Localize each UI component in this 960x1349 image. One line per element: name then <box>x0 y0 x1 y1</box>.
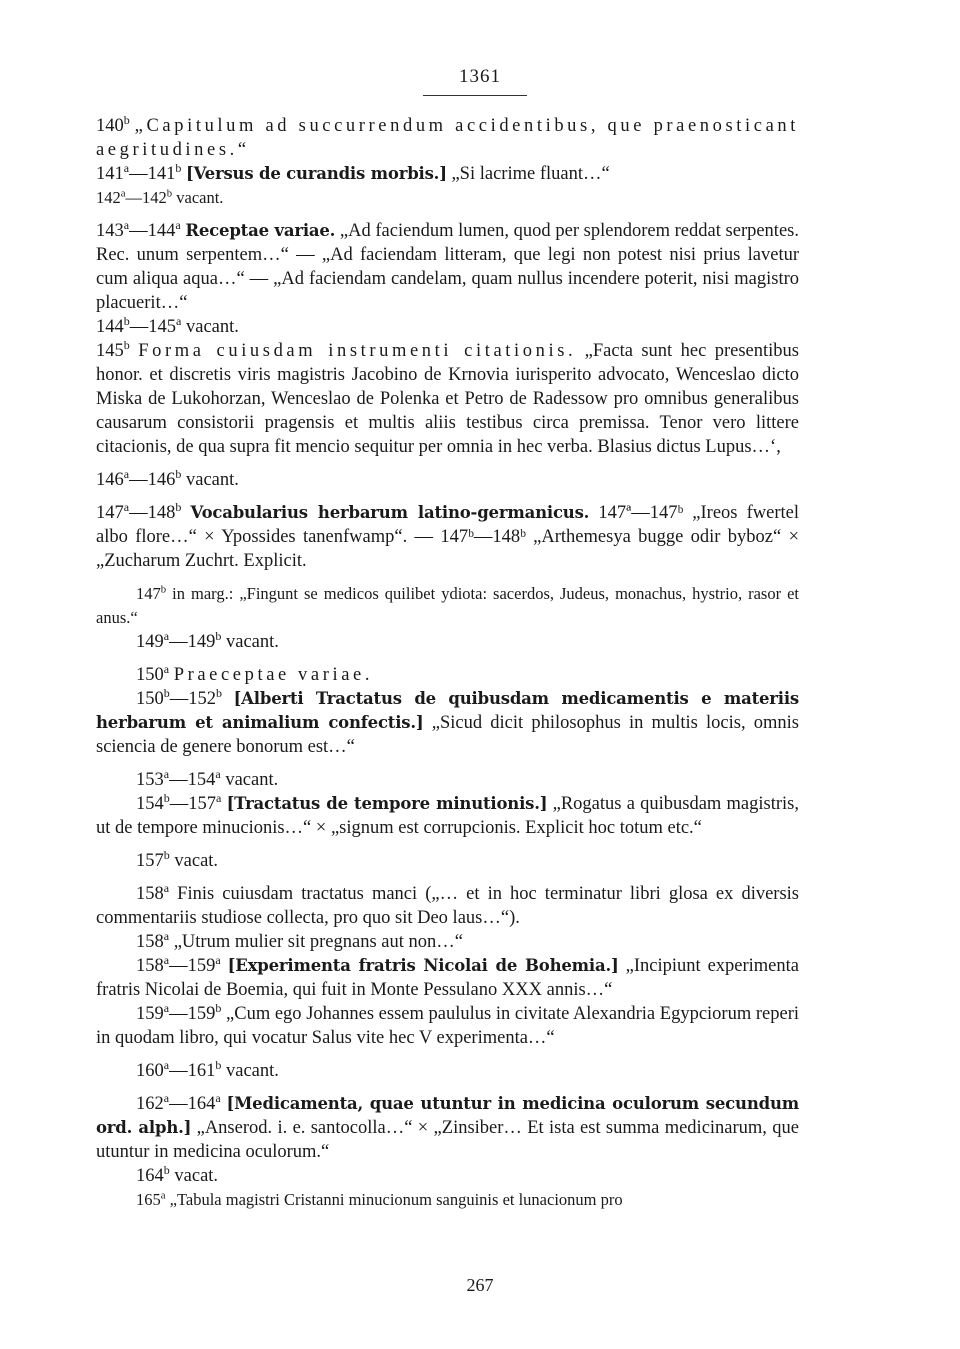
catalog-entry: 154$^b$—157$^a$ [Tractatus de tempore minutionis.] „Rogatus a quibusdam magistris, ut de tempore minucionis…“ × „signum est corrupcionis. Explicit hoc totum etc.“ <box>96 790 799 838</box>
catalog-entry: 158$^a$ Finis cuiusdam tractatus manci („… et in hoc terminatur libri glosa ex diversis commentariis studiose collecta, pro quo sit Deo laus…“). <box>96 880 800 928</box>
catalog-entry: 145$^b$ Forma cuiusdam instrumenti citationis. „Facta sunt hec presentibus honor. et discretis viris magistris Jacobino de Krnovia iurisperito advocato, Wenceslao dicto Miska de Lukohorzan, Wenceslao de Polenka et Petro de Radessow pro omnibus generalibus causarum consistorii pragensis et multis aliis testibus circa premissa. Tenor vero littere citacionis, de qua supra fit mencio sequitur per omnia in hec verba. Blasius dictus Lupus…‘, <box>96 337 799 457</box>
catalog-entry: 144$^b$—145$^a$ vacant. <box>96 313 239 337</box>
catalog-entry: 147$^a$—148$^b$ Vocabularius herbarum latino-germanicus. 147ª—147ᵇ „Ireos fwertel albo flore…“ × Ypossides tanenfwamp“. — 147ᵇ—148ᵇ „Arthemesya bugge odir byboz“ × „Zucharum Zuchrt. Explicit. <box>96 499 799 571</box>
catalog-content <box>96 114 799 1212</box>
catalog-entry: 150$^b$—152$^b$ [Alberti Tractatus de quibusdam medicamentis e materiis herbarum et animalium confectis.] „Sicud dicit philosophus in multis locis, omnis sciencia de genere bonorum est…“ <box>96 685 800 757</box>
header-rule <box>423 95 527 96</box>
catalog-entry: 147$^b$ in marg.: „Fingunt se medicos quilibet ydiota: sacerdos, Judeus, monachus, hystrio, rasor et anus.“ <box>96 583 800 627</box>
footer-page-number: 267 <box>466 1275 494 1295</box>
catalog-entry: 159$^a$—159$^b$ „Cum ego Johannes essem paululus in civitate Alexandria Egypciorum reperi in quodam libro, qui vocatur Salus vite hec V experimenta…“ <box>96 1000 800 1048</box>
catalog-entry: 158$^a$—159$^a$ [Experimenta fratris Nicolai de Bohemia.] „Incipiunt experimenta fratris Nicolai de Boemia, qui fuit in Monte Pessulano XXX annis…“ <box>96 952 799 1000</box>
catalog-entry: 160$^a$—161$^b$ vacant. <box>136 1057 279 1081</box>
catalog-entry: 142$^a$—142$^b$ vacant. <box>96 187 224 207</box>
catalog-entry: 149$^a$—149$^b$ vacant. <box>136 628 279 652</box>
catalog-entry: 165$^a$ „Tabula magistri Cristanni minucionum sanguinis et lunacionum pro <box>136 1189 623 1209</box>
catalog-entry: 141$^a$—141$^b$ [Versus de curandis morbis.] „Si lacrime fluant…“ <box>96 160 610 184</box>
catalog-entry: 157$^b$ vacat. <box>136 847 219 871</box>
catalog-entry: 143$^a$—144$^a$ Receptae variae. „Ad faciendum lumen, quod per splendorem reddat serpentes. Rec. unum serpentem…“ — „Ad faciendam litteram, que legi non potest nisi prius lavetur cum aliqua aqua…“ — „Ad faciendam candelam, quam nullus incendere poterit, nisi magistro placuerit…“ <box>96 217 799 313</box>
catalog-entry: 140$^b$ „Capitulum ad succurrendum accidentibus, que praenosticant aegritudines.“ <box>96 112 799 160</box>
catalog-entry: 158$^a$ „Utrum mulier sit pregnans aut non…“ <box>136 928 463 952</box>
catalog-entry: 150$^a$ Praeceptae variae. <box>136 661 374 685</box>
header-page-number: 1361 <box>459 66 501 87</box>
catalog-entry: 162$^a$—164$^a$ [Medicamenta, quae utuntur in medicina oculorum secundum ord. alph.] „Anserod. i. e. santocolla…“ × „Zinsiber… Et ista est summa medicinarum, que utuntur in medicina oculorum.“ <box>96 1090 800 1162</box>
catalog-entry: 164$^b$ vacat. <box>136 1162 219 1186</box>
catalog-entry: 153$^a$—154$^a$ vacant. <box>136 766 279 790</box>
catalog-entry: 146$^a$—146$^b$ vacant. <box>96 466 239 490</box>
